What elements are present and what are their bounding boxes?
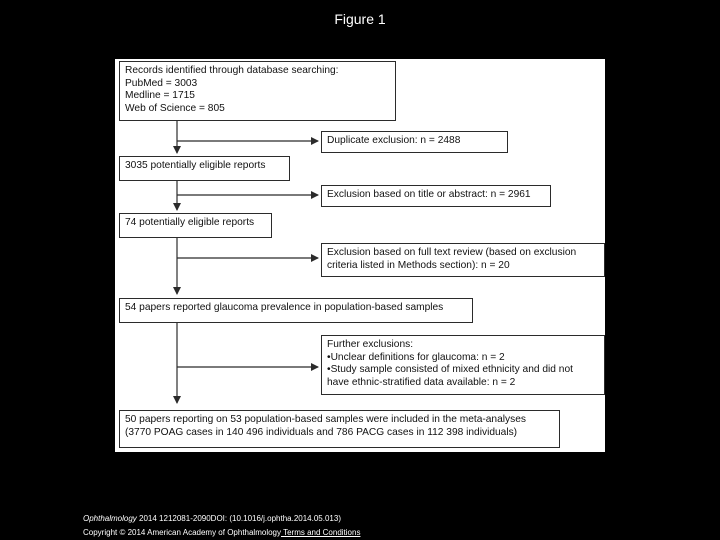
included-50-box bbox=[119, 410, 560, 448]
records-line: Records identified through database searching: bbox=[125, 65, 339, 76]
eligible-3035-box bbox=[119, 156, 290, 181]
reported-54-text: 54 papers reported glaucoma prevalence in population-based samples bbox=[125, 302, 444, 313]
included-50-line: (3770 POAG cases in 140 496 individuals and 786 PACG cases in 112 398 individuals) bbox=[125, 426, 518, 438]
citation-text: 2014 1212081-2090DOI: (10.1016/j.ophtha.2014.05.013) bbox=[136, 514, 341, 523]
journal-name: Ophthalmology bbox=[83, 514, 137, 523]
eligible-74-text: 74 potentially eligible reports bbox=[125, 217, 255, 228]
fulltext-exclusion-line: Exclusion based on full text review (based on exclusion bbox=[327, 247, 577, 258]
eligible-3035-text: 3035 potentially eligible reports bbox=[125, 160, 266, 171]
records-line: Medline = 1715 bbox=[125, 90, 195, 102]
eligible-74-box bbox=[119, 213, 272, 238]
included-50-line: 50 papers reporting on 53 population-based samples were included in the meta-analyses bbox=[125, 414, 526, 425]
further-exclusions-box bbox=[321, 335, 605, 395]
further-exclusions-line: •Study sample consisted of mixed ethnicity and did not bbox=[327, 364, 573, 376]
duplicate-exclusion-text: Duplicate exclusion: n = 2488 bbox=[327, 135, 461, 146]
copyright-line bbox=[83, 528, 360, 537]
reported-54-box bbox=[119, 298, 473, 323]
title-abstract-exclusion-text: Exclusion based on title or abstract: n = 2961 bbox=[327, 189, 531, 200]
flowchart-figure bbox=[115, 59, 605, 452]
records-identified-box bbox=[119, 61, 396, 121]
title-abstract-exclusion-box bbox=[321, 185, 551, 207]
further-exclusions-line: have ethnic-stratified data available: n = 2 bbox=[327, 376, 516, 388]
citation-line bbox=[83, 514, 341, 523]
slide-title: Figure 1 bbox=[334, 11, 386, 27]
records-line: Web of Science = 805 bbox=[125, 102, 225, 114]
further-exclusions-line: •Unclear definitions for glaucoma: n = 2 bbox=[327, 351, 505, 363]
terms-and-conditions-link[interactable]: Terms and Conditions bbox=[281, 528, 361, 537]
records-line: PubMed = 3003 bbox=[125, 77, 198, 89]
fulltext-exclusion-line: criteria listed in Methods section): n = 20 bbox=[327, 259, 510, 271]
duplicate-exclusion-box bbox=[321, 131, 508, 153]
further-exclusions-line: Further exclusions: bbox=[327, 339, 414, 350]
fulltext-exclusion-box bbox=[321, 243, 605, 277]
copyright-text: Copyright © 2014 American Academy of Ophthalmology bbox=[83, 528, 281, 537]
